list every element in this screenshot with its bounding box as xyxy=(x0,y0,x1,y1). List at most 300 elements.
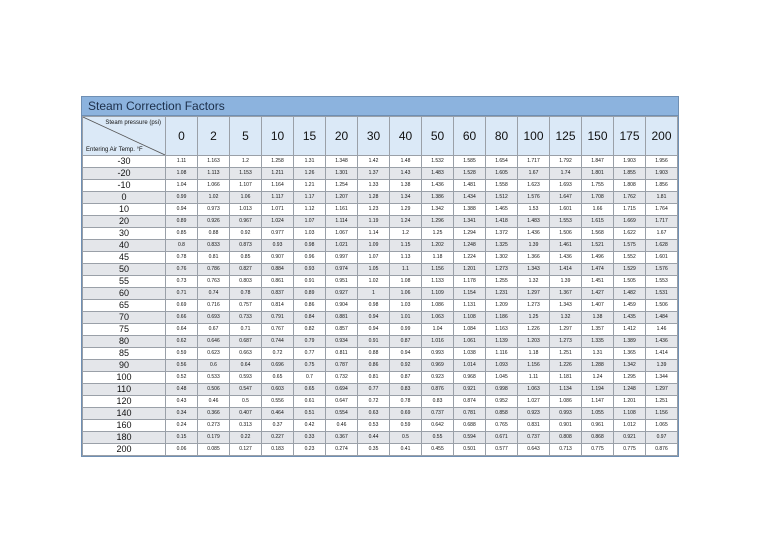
factor-cell: 1.131 xyxy=(454,300,486,312)
pressure-header-cell: 15 xyxy=(294,117,326,156)
pressure-header-cell: 80 xyxy=(486,117,518,156)
factor-cell: 1.086 xyxy=(550,396,582,408)
factor-cell: 1.04 xyxy=(422,324,454,336)
factor-cell: 1.194 xyxy=(582,384,614,396)
factor-cell: 1.24 xyxy=(390,216,422,228)
factor-cell: 0.274 xyxy=(326,444,358,456)
factor-cell: 1.163 xyxy=(486,324,518,336)
factor-cell: 0.857 xyxy=(326,324,358,336)
factor-cell: 1.436 xyxy=(646,336,678,348)
factor-cell: 1.153 xyxy=(230,168,262,180)
factor-cell: 1.117 xyxy=(262,192,294,204)
factor-cell: 0.577 xyxy=(486,444,518,456)
factor-cell: 1.792 xyxy=(550,156,582,168)
factor-cell: 1.13 xyxy=(390,252,422,264)
factor-cell: 1.211 xyxy=(262,168,294,180)
factor-cell: 1.418 xyxy=(486,216,518,228)
factor-cell: 0.993 xyxy=(422,348,454,360)
factor-cell: 1.531 xyxy=(646,288,678,300)
factor-cell: 1.28 xyxy=(358,192,390,204)
factor-cell: 0.46 xyxy=(198,396,230,408)
factor-cell: 1.601 xyxy=(646,252,678,264)
factor-cell: 1.248 xyxy=(614,384,646,396)
factor-cell: 0.367 xyxy=(326,432,358,444)
factor-cell: 0.501 xyxy=(454,444,486,456)
factor-cell: 1.178 xyxy=(454,276,486,288)
factor-cell: 0.455 xyxy=(422,444,454,456)
factor-cell: 1.25 xyxy=(422,228,454,240)
air-temp-cell: 160 xyxy=(83,420,166,432)
factor-cell: 0.977 xyxy=(262,228,294,240)
factor-cell: 0.92 xyxy=(230,228,262,240)
pressure-header-cell: 0 xyxy=(166,117,198,156)
factor-cell: 0.688 xyxy=(454,420,486,432)
factor-cell: 1.553 xyxy=(550,216,582,228)
table-row xyxy=(83,336,678,348)
factor-cell: 1.251 xyxy=(646,396,678,408)
factor-cell: 1.344 xyxy=(646,372,678,384)
factor-cell: 1.715 xyxy=(614,204,646,216)
factor-cell: 0.923 xyxy=(518,408,550,420)
factor-cell: 0.51 xyxy=(294,408,326,420)
factor-cell: 0.923 xyxy=(422,372,454,384)
factor-cell: 1.505 xyxy=(614,276,646,288)
factor-cell: 0.94 xyxy=(390,348,422,360)
factor-cell: 0.71 xyxy=(230,324,262,336)
factor-cell: 0.83 xyxy=(390,384,422,396)
factor-cell: 0.407 xyxy=(230,408,262,420)
factor-cell: 0.86 xyxy=(358,360,390,372)
factor-cell: 1.18 xyxy=(518,348,550,360)
factor-cell: 0.273 xyxy=(198,420,230,432)
factor-cell: 1.693 xyxy=(550,180,582,192)
factor-cell: 0.926 xyxy=(198,216,230,228)
pressure-header-cell: 2 xyxy=(198,117,230,156)
factor-cell: 0.733 xyxy=(230,312,262,324)
factor-cell: 0.83 xyxy=(422,396,454,408)
pressure-header-cell: 150 xyxy=(582,117,614,156)
factor-cell: 0.65 xyxy=(294,384,326,396)
factor-cell: 1.08 xyxy=(166,168,198,180)
factor-cell: 1.407 xyxy=(582,300,614,312)
factor-cell: 1.224 xyxy=(454,252,486,264)
factor-cell: 1.528 xyxy=(454,168,486,180)
table-row xyxy=(83,288,678,300)
table-body xyxy=(83,156,678,456)
factor-cell: 1.273 xyxy=(550,336,582,348)
factor-cell: 1.134 xyxy=(550,384,582,396)
factor-cell: 0.8 xyxy=(166,240,198,252)
factor-cell: 0.73 xyxy=(166,276,198,288)
factor-cell: 1.67 xyxy=(518,168,550,180)
factor-cell: 0.464 xyxy=(262,408,294,420)
factor-cell: 0.837 xyxy=(262,288,294,300)
factor-cell: 0.69 xyxy=(390,408,422,420)
factor-cell: 1.755 xyxy=(582,180,614,192)
factor-cell: 0.594 xyxy=(454,432,486,444)
table-row xyxy=(83,324,678,336)
factor-cell: 1.013 xyxy=(230,204,262,216)
factor-cell: 0.876 xyxy=(422,384,454,396)
factor-cell: 0.78 xyxy=(166,252,198,264)
factor-cell: 0.34 xyxy=(166,408,198,420)
factor-cell: 0.97 xyxy=(646,432,678,444)
factor-cell: 0.671 xyxy=(486,432,518,444)
factor-cell: 0.179 xyxy=(198,432,230,444)
factor-cell: 0.775 xyxy=(614,444,646,456)
factor-cell: 1.708 xyxy=(582,192,614,204)
factor-cell: 1.855 xyxy=(614,168,646,180)
air-temp-cell: -10 xyxy=(83,180,166,192)
factor-cell: 1.372 xyxy=(486,228,518,240)
factor-cell: 1.251 xyxy=(550,348,582,360)
factor-cell: 1.32 xyxy=(550,312,582,324)
factor-cell: 1.483 xyxy=(518,216,550,228)
factor-cell: 0.89 xyxy=(294,288,326,300)
factor-cell: 0.98 xyxy=(294,240,326,252)
factor-cell: 1.367 xyxy=(550,288,582,300)
factor-cell: 1.248 xyxy=(454,240,486,252)
factor-cell: 1.436 xyxy=(550,252,582,264)
factor-cell: 1.294 xyxy=(454,228,486,240)
factor-cell: 1.39 xyxy=(646,360,678,372)
factor-cell: 1.623 xyxy=(518,180,550,192)
air-temp-cell: 75 xyxy=(83,324,166,336)
factor-cell: 1.647 xyxy=(550,192,582,204)
factor-cell: 0.763 xyxy=(198,276,230,288)
factor-cell: 0.53 xyxy=(358,420,390,432)
factor-cell: 0.873 xyxy=(230,240,262,252)
factor-cell: 1.161 xyxy=(326,204,358,216)
factor-cell: 1.071 xyxy=(262,204,294,216)
factor-cell: 1.107 xyxy=(230,180,262,192)
factor-cell: 1.07 xyxy=(358,252,390,264)
factor-cell: 0.85 xyxy=(166,228,198,240)
table-row xyxy=(83,240,678,252)
factor-cell: 0.313 xyxy=(230,420,262,432)
factor-cell: 1.139 xyxy=(486,336,518,348)
factor-cell: 1.465 xyxy=(486,204,518,216)
factor-cell: 1.295 xyxy=(614,372,646,384)
factor-cell: 0.554 xyxy=(326,408,358,420)
factor-cell: 0.884 xyxy=(262,264,294,276)
factor-cell: 0.921 xyxy=(454,384,486,396)
factor-cell: 1.226 xyxy=(550,360,582,372)
factor-cell: 1.045 xyxy=(486,372,518,384)
air-temp-cell: 50 xyxy=(83,264,166,276)
factor-cell: 0.874 xyxy=(454,396,486,408)
factor-cell: 1.25 xyxy=(518,312,550,324)
table-row xyxy=(83,168,678,180)
factor-cell: 0.22 xyxy=(230,432,262,444)
factor-cell: 0.858 xyxy=(486,408,518,420)
factor-cell: 0.64 xyxy=(230,360,262,372)
factor-cell: 0.88 xyxy=(358,348,390,360)
factor-cell: 0.921 xyxy=(614,432,646,444)
factor-cell: 1.03 xyxy=(294,228,326,240)
factor-cell: 1.06 xyxy=(390,288,422,300)
factor-cell: 0.663 xyxy=(230,348,262,360)
factor-cell: 1.529 xyxy=(614,264,646,276)
factor-cell: 0.183 xyxy=(262,444,294,456)
factor-cell: 0.881 xyxy=(326,312,358,324)
factor-cell: 1.03 xyxy=(390,300,422,312)
factor-cell: 0.861 xyxy=(262,276,294,288)
factor-cell: 0.997 xyxy=(326,252,358,264)
factor-cell: 0.66 xyxy=(166,312,198,324)
factor-cell: 0.732 xyxy=(326,372,358,384)
factor-cell: 1.436 xyxy=(422,180,454,192)
corner-header-cell xyxy=(83,117,166,156)
factor-cell: 0.91 xyxy=(294,276,326,288)
factor-cell: 0.91 xyxy=(358,336,390,348)
factor-cell: 1.15 xyxy=(390,240,422,252)
factor-cell: 1.254 xyxy=(326,180,358,192)
factor-cell: 1.201 xyxy=(454,264,486,276)
factor-cell: 1.109 xyxy=(422,288,454,300)
factor-cell: 1.451 xyxy=(582,276,614,288)
factor-cell: 0.781 xyxy=(454,408,486,420)
factor-cell: 0.951 xyxy=(326,276,358,288)
factor-cell: 1.39 xyxy=(550,276,582,288)
factor-cell: 0.76 xyxy=(166,264,198,276)
factor-cell: 0.93 xyxy=(294,264,326,276)
pressure-header-cell: 50 xyxy=(422,117,454,156)
pressure-header-cell: 40 xyxy=(390,117,422,156)
factor-cell: 0.603 xyxy=(262,384,294,396)
air-temp-cell: 140 xyxy=(83,408,166,420)
table-row xyxy=(83,216,678,228)
factor-cell: 0.96 xyxy=(294,252,326,264)
factor-cell: 0.74 xyxy=(198,288,230,300)
factor-cell: 1.255 xyxy=(486,276,518,288)
factor-cell: 1.762 xyxy=(614,192,646,204)
factor-cell: 0.7 xyxy=(294,372,326,384)
factor-cell: 0.968 xyxy=(454,372,486,384)
factor-cell: 1.808 xyxy=(614,180,646,192)
air-temp-cell: 40 xyxy=(83,240,166,252)
factor-cell: 0.84 xyxy=(294,312,326,324)
factor-cell: 0.127 xyxy=(230,444,262,456)
factor-cell: 0.547 xyxy=(230,384,262,396)
pressure-header-cell: 5 xyxy=(230,117,262,156)
air-temp-cell: 100 xyxy=(83,372,166,384)
table-row xyxy=(83,204,678,216)
table-row xyxy=(83,408,678,420)
factor-cell: 0.89 xyxy=(166,216,198,228)
factor-cell: 1.576 xyxy=(518,192,550,204)
factor-cell: 1.297 xyxy=(646,384,678,396)
factor-cell: 1.483 xyxy=(422,168,454,180)
factor-cell: 0.42 xyxy=(294,420,326,432)
factor-cell: 0.33 xyxy=(294,432,326,444)
factor-cell: 1.628 xyxy=(646,240,678,252)
table-row xyxy=(83,372,678,384)
factor-cell: 1.156 xyxy=(518,360,550,372)
factor-cell: 0.72 xyxy=(262,348,294,360)
factor-cell: 1.521 xyxy=(582,240,614,252)
factor-cell: 1.66 xyxy=(582,204,614,216)
factor-cell: 0.696 xyxy=(262,360,294,372)
factor-cell: 1.459 xyxy=(614,300,646,312)
factor-cell: 0.78 xyxy=(390,396,422,408)
factor-cell: 1.342 xyxy=(422,204,454,216)
factor-cell: 0.82 xyxy=(294,324,326,336)
factor-cell: 0.687 xyxy=(230,336,262,348)
factor-cell: 0.827 xyxy=(230,264,262,276)
air-temp-cell: 65 xyxy=(83,300,166,312)
factor-cell: 1.07 xyxy=(294,216,326,228)
air-temp-cell: 200 xyxy=(83,444,166,456)
factor-cell: 1.669 xyxy=(614,216,646,228)
factor-cell: 1.09 xyxy=(358,240,390,252)
factor-cell: 1.436 xyxy=(518,228,550,240)
factor-cell: 0.713 xyxy=(550,444,582,456)
factor-cell: 1.201 xyxy=(614,396,646,408)
factor-cell: 1 xyxy=(358,288,390,300)
pressure-header-cell: 20 xyxy=(326,117,358,156)
table-row xyxy=(83,360,678,372)
factor-cell: 0.92 xyxy=(390,360,422,372)
pressure-header-cell: 100 xyxy=(518,117,550,156)
factor-cell: 1.435 xyxy=(614,312,646,324)
factor-cell: 1.296 xyxy=(422,216,454,228)
factor-cell: 0.78 xyxy=(230,288,262,300)
factor-cell: 1.154 xyxy=(454,288,486,300)
factor-cell: 0.961 xyxy=(582,420,614,432)
factor-cell: 1.81 xyxy=(646,192,678,204)
factor-cell: 1.37 xyxy=(358,168,390,180)
factor-cell: 0.93 xyxy=(262,240,294,252)
factor-cell: 1.301 xyxy=(326,168,358,180)
factor-cell: 0.61 xyxy=(294,396,326,408)
factor-cell: 1.203 xyxy=(518,336,550,348)
air-temp-cell: 110 xyxy=(83,384,166,396)
factor-cell: 0.833 xyxy=(198,240,230,252)
factor-cell: 1.164 xyxy=(262,180,294,192)
factor-cell: 0.62 xyxy=(166,336,198,348)
factor-cell: 1.357 xyxy=(582,324,614,336)
air-temp-cell: 20 xyxy=(83,216,166,228)
factor-cell: 0.967 xyxy=(230,216,262,228)
factor-cell: 1.012 xyxy=(614,420,646,432)
factor-cell: 1.1 xyxy=(390,264,422,276)
factor-cell: 0.808 xyxy=(550,432,582,444)
table-row xyxy=(83,444,678,456)
factor-cell: 1.764 xyxy=(646,204,678,216)
factor-cell: 0.94 xyxy=(166,204,198,216)
factor-cell: 1.427 xyxy=(582,288,614,300)
factor-cell: 0.5 xyxy=(390,432,422,444)
factor-cell: 1.093 xyxy=(486,360,518,372)
table-row xyxy=(83,348,678,360)
factor-cell: 1.585 xyxy=(454,156,486,168)
factor-cell: 0.6 xyxy=(198,360,230,372)
factor-cell: 1.42 xyxy=(358,156,390,168)
factor-cell: 1.108 xyxy=(454,312,486,324)
air-temp-cell: 70 xyxy=(83,312,166,324)
factor-cell: 1.343 xyxy=(518,264,550,276)
factor-cell: 0.71 xyxy=(166,288,198,300)
factor-cell: 1.11 xyxy=(166,156,198,168)
factor-cell: 0.35 xyxy=(358,444,390,456)
factor-cell: 1.226 xyxy=(518,324,550,336)
factor-cell: 1.12 xyxy=(294,204,326,216)
factor-cell: 0.81 xyxy=(198,252,230,264)
pressure-header-cell: 200 xyxy=(646,117,678,156)
factor-cell: 1.34 xyxy=(390,192,422,204)
factor-cell: 1.26 xyxy=(294,168,326,180)
factor-cell: 1.027 xyxy=(518,396,550,408)
factor-cell: 1.23 xyxy=(358,204,390,216)
factor-cell: 0.974 xyxy=(326,264,358,276)
factor-cell: 0.593 xyxy=(230,372,262,384)
factor-cell: 1.601 xyxy=(550,204,582,216)
factor-cell: 0.77 xyxy=(294,348,326,360)
factor-cell: 0.69 xyxy=(166,300,198,312)
factor-cell: 0.647 xyxy=(326,396,358,408)
factor-cell: 0.993 xyxy=(550,408,582,420)
table-row xyxy=(83,276,678,288)
factor-cell: 1.615 xyxy=(582,216,614,228)
table-row xyxy=(83,300,678,312)
factor-cell: 1.24 xyxy=(582,372,614,384)
factor-cell: 1.434 xyxy=(454,192,486,204)
factor-cell: 0.75 xyxy=(294,360,326,372)
factor-cell: 1.014 xyxy=(454,360,486,372)
factor-cell: 0.99 xyxy=(166,192,198,204)
table-row xyxy=(83,228,678,240)
factor-cell: 0.803 xyxy=(230,276,262,288)
factor-cell: 1.414 xyxy=(550,264,582,276)
correction-factor-grid xyxy=(82,116,678,456)
factor-cell: 1.055 xyxy=(582,408,614,420)
factor-cell: 0.814 xyxy=(262,300,294,312)
factor-cell: 1.33 xyxy=(358,180,390,192)
factor-cell: 0.556 xyxy=(262,396,294,408)
factor-cell: 1.063 xyxy=(518,384,550,396)
factor-cell: 0.88 xyxy=(198,228,230,240)
factor-cell: 1.847 xyxy=(582,156,614,168)
factor-cell: 1.209 xyxy=(486,300,518,312)
air-temp-cell: 30 xyxy=(83,228,166,240)
factor-cell: 0.366 xyxy=(198,408,230,420)
factor-cell: 0.716 xyxy=(198,300,230,312)
factor-cell: 0.79 xyxy=(294,336,326,348)
table-row xyxy=(83,252,678,264)
factor-cell: 1.065 xyxy=(646,420,678,432)
factor-cell: 0.67 xyxy=(198,324,230,336)
factor-cell: 0.737 xyxy=(422,408,454,420)
factor-cell: 1.11 xyxy=(518,372,550,384)
factor-cell: 1.482 xyxy=(614,288,646,300)
factor-cell: 1.38 xyxy=(390,180,422,192)
factor-cell: 1.181 xyxy=(550,372,582,384)
factor-cell: 1.14 xyxy=(358,228,390,240)
factor-cell: 1.021 xyxy=(326,240,358,252)
steam-correction-table xyxy=(81,96,679,457)
factor-cell: 0.767 xyxy=(262,324,294,336)
factor-cell: 0.15 xyxy=(166,432,198,444)
air-temp-cell: 120 xyxy=(83,396,166,408)
factor-cell: 0.811 xyxy=(326,348,358,360)
factor-cell: 1.273 xyxy=(486,264,518,276)
factor-cell: 0.973 xyxy=(198,204,230,216)
air-temp-cell: 90 xyxy=(83,360,166,372)
factor-cell: 1.231 xyxy=(486,288,518,300)
factor-cell: 1.108 xyxy=(614,408,646,420)
air-temp-cell: 45 xyxy=(83,252,166,264)
